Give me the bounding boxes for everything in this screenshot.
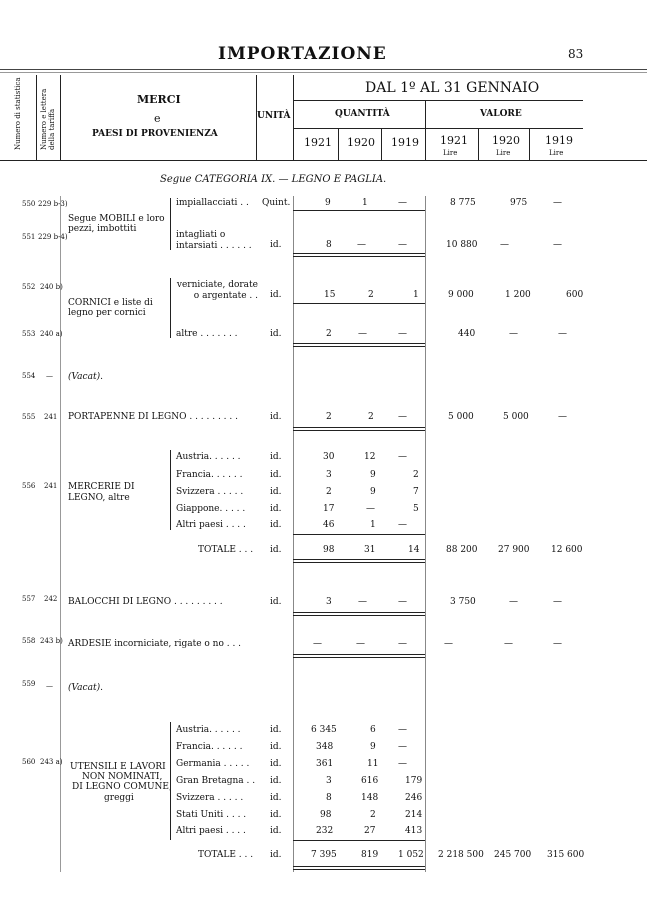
v-1921: 10 880 <box>446 240 478 250</box>
v-1920: 5 000 <box>503 412 529 422</box>
q-1920: — <box>356 639 365 649</box>
header-bottom-rule <box>0 160 647 161</box>
total-q-1920: 819 <box>361 850 379 860</box>
v-1920: 1 200 <box>505 290 531 300</box>
total-q-1919: 1 052 <box>398 850 424 860</box>
col-divider <box>36 75 37 160</box>
q-1920: 9 <box>370 742 376 752</box>
country-unit: id. <box>270 776 282 786</box>
row-rule-double <box>293 869 425 870</box>
col-period: DAL 1º AL 31 GENNAIO <box>365 80 540 96</box>
country-unit: id. <box>270 793 282 803</box>
mobili-label: Segue MOBILI e loro pezzi, imbottiti <box>68 214 165 234</box>
row-goods: BALOCCHI DI LEGNO . . . . . . . . . <box>68 597 223 607</box>
q-1919: 7 <box>413 487 419 497</box>
country-unit: id. <box>270 810 282 820</box>
v-1920: — <box>509 329 518 339</box>
q-1921: 6 345 <box>311 725 337 735</box>
v-1919: 600 <box>566 290 584 300</box>
total-q-1920: 31 <box>364 545 376 555</box>
q-1920: 2 <box>368 412 374 422</box>
total-q-1921: 7 395 <box>311 850 337 860</box>
q-1921: 3 <box>326 776 332 786</box>
q-1920: 1 <box>370 520 376 530</box>
q-1920: 616 <box>361 776 379 786</box>
total-v-1919: 12 600 <box>551 545 583 555</box>
q-1919: 214 <box>405 810 423 820</box>
q-1920: 2 <box>368 290 374 300</box>
q-1921: 98 <box>320 810 332 820</box>
utensili-label-4: greggi <box>104 793 134 803</box>
row-goods: PORTAPENNE DI LEGNO . . . . . . . . . <box>68 412 238 422</box>
col-divider <box>338 128 339 160</box>
country-name: Francia. . . . . . <box>176 470 243 480</box>
row-stat: 558 <box>22 637 36 645</box>
q-1921: 3 <box>326 597 332 607</box>
total-unit: id. <box>270 850 282 860</box>
subtotal-rule <box>293 840 425 841</box>
period-rule <box>293 100 583 101</box>
q-1920: 12 <box>364 452 376 462</box>
q-1919: 2 <box>413 470 419 480</box>
q-1921: 3 <box>326 470 332 480</box>
total-v-1921: 88 200 <box>446 545 478 555</box>
v-1920: — <box>500 240 509 250</box>
q-1921: 46 <box>323 520 335 530</box>
utensili-tariff: 243 a) <box>40 758 63 766</box>
row-stat: 553 <box>22 330 36 338</box>
q-1921: 8 <box>326 240 332 250</box>
q-1919: — <box>398 639 407 649</box>
row-rule-double <box>293 256 425 257</box>
row-tariff: 241 <box>44 413 58 421</box>
q-1921: 8 <box>326 793 332 803</box>
row-sub: altre . . . . . . . <box>176 329 238 339</box>
row-stat: 550 <box>22 200 36 208</box>
row-tariff: — <box>46 372 53 380</box>
q-1920: — <box>357 240 366 250</box>
country-name: Germania . . . . . <box>176 759 250 769</box>
utensili-stat: 560 <box>22 758 36 766</box>
q-1920: 148 <box>361 793 379 803</box>
v-1921: 3 750 <box>450 597 476 607</box>
col-divider <box>381 128 382 160</box>
utensili-label-3: DI LEGNO COMUNE, <box>72 782 172 792</box>
page-title: IMPORTAZIONE <box>218 44 387 64</box>
q-1921: 2 <box>326 329 332 339</box>
year-q-1921: 1921 <box>304 136 332 149</box>
lire-1920: Lire <box>496 149 511 157</box>
row-stat: 557 <box>22 595 36 603</box>
v-1921: 9 000 <box>448 290 474 300</box>
row-stat: 554 <box>22 372 36 380</box>
row-unit: id. <box>270 329 282 339</box>
year-q-1920: 1920 <box>347 136 375 149</box>
col-valore: VALORE <box>480 109 522 119</box>
q-1921: 348 <box>316 742 334 752</box>
col-num-stat: Numero di statistica <box>14 77 22 150</box>
v-1921: 5 000 <box>448 412 474 422</box>
row-stat: 555 <box>22 413 36 421</box>
country-name: Altri paesi . . . . <box>176 826 246 836</box>
q-1921: 232 <box>316 826 334 836</box>
row-rule <box>293 210 425 211</box>
v-1919: — <box>553 597 562 607</box>
q-1919: — <box>398 742 407 752</box>
mercerie-stat: 556 <box>22 482 36 490</box>
body-divider <box>60 196 61 872</box>
header-rule-2 <box>0 72 647 73</box>
v-1921: — <box>444 639 453 649</box>
q-1919: 246 <box>405 793 423 803</box>
country-unit: id. <box>270 742 282 752</box>
country-unit: id. <box>270 759 282 769</box>
country-name: Svizzera . . . . . <box>176 487 244 497</box>
mercerie-brace <box>170 450 171 530</box>
q-1921: 15 <box>324 290 336 300</box>
q-1920: 11 <box>367 759 379 769</box>
row-stat: 559 <box>22 680 36 688</box>
row-sub: verniciate, dorate o argentate . . <box>176 280 258 301</box>
utensili-brace <box>170 722 171 840</box>
country-name: Altri paesi . . . . <box>176 520 246 530</box>
section-title: Segue CATEGORIA IX. — LEGNO E PAGLIA. <box>160 174 387 185</box>
row-rule-double <box>293 657 425 658</box>
lire-1921: Lire <box>443 149 458 157</box>
row-tariff: — <box>46 682 53 690</box>
country-unit: id. <box>270 452 282 462</box>
q-1921: 9 <box>325 198 331 208</box>
q-1919: — <box>398 520 407 530</box>
q-1921: — <box>313 639 322 649</box>
row-goods: ARDESIE incorniciate, rigate o no . . . <box>68 639 242 649</box>
utensili-label-2: NON NOMINATI, <box>82 772 163 782</box>
mercerie-tariff: 241 <box>44 482 58 490</box>
year-v-1920: 1920 <box>492 134 520 147</box>
col-paesi: PAESI DI PROVENIENZA <box>92 129 218 139</box>
q-1921: 30 <box>323 452 335 462</box>
v-1919: — <box>553 240 562 250</box>
v-1920: — <box>509 597 518 607</box>
q-1919: — <box>398 452 407 462</box>
row-stat: 551 <box>22 233 36 241</box>
v-1919: — <box>558 412 567 422</box>
row-goods: (Vacat). <box>68 683 103 693</box>
col-divider <box>293 75 294 160</box>
row-rule-double <box>293 253 425 254</box>
q-1920: — <box>358 597 367 607</box>
row-rule <box>293 303 425 304</box>
year-v-1919: 1919 <box>545 134 573 147</box>
q-1921: 361 <box>316 759 334 769</box>
utensili-label-1: UTENSILI E LAVORI <box>70 762 166 772</box>
q-1920: — <box>358 329 367 339</box>
country-unit: id. <box>270 725 282 735</box>
q-1920: 27 <box>364 826 376 836</box>
row-unit: id. <box>270 240 282 250</box>
country-name: Austria. . . . . . <box>176 452 241 462</box>
row-rule-double <box>293 612 425 613</box>
row-rule-double <box>293 343 425 344</box>
v-1921: 8 775 <box>450 198 476 208</box>
row-goods: (Vacat). <box>68 372 103 382</box>
total-q-1919: 14 <box>408 545 420 555</box>
row-sub: impiallacciati . . <box>176 198 249 208</box>
q-1920: 1 <box>362 198 368 208</box>
q-1919: — <box>398 412 407 422</box>
col-divider <box>529 128 530 160</box>
v-1921: 440 <box>458 329 476 339</box>
row-tariff: 242 <box>44 595 58 603</box>
row-unit: id. <box>270 412 282 422</box>
row-unit: Quint. <box>262 198 291 208</box>
row-unit: id. <box>270 290 282 300</box>
row-tariff: 243 b) <box>40 637 63 645</box>
mobili-brace <box>170 198 171 250</box>
q-1921: 2 <box>326 487 332 497</box>
row-rule-double <box>293 346 425 347</box>
country-unit: id. <box>270 470 282 480</box>
total-v-1920: 27 900 <box>498 545 530 555</box>
v-1920: 975 <box>510 198 528 208</box>
page-number: 83 <box>568 47 584 61</box>
col-divider <box>425 100 426 160</box>
row-rule-double <box>293 866 425 867</box>
q-1919: — <box>398 597 407 607</box>
lire-1919: Lire <box>549 149 564 157</box>
country-name: Francia. . . . . . <box>176 742 243 752</box>
country-unit: id. <box>270 487 282 497</box>
q-1920: — <box>366 504 375 514</box>
q-1920: 2 <box>370 810 376 820</box>
country-unit: id. <box>270 504 282 514</box>
col-unita: UNITÀ <box>257 111 291 121</box>
total-label: TOTALE . . . <box>198 545 254 555</box>
q-1919: 179 <box>405 776 423 786</box>
row-rule-double <box>293 654 425 655</box>
body-divider <box>425 196 426 872</box>
row-tariff: 240 a) <box>40 330 63 338</box>
row-tariff: 229 b-4) <box>38 233 68 241</box>
col-divider <box>478 128 479 160</box>
q-1919: 413 <box>405 826 423 836</box>
v-1919: — <box>558 329 567 339</box>
year-q-1919: 1919 <box>391 136 419 149</box>
row-rule-double <box>293 562 425 563</box>
row-rule-double <box>293 427 425 428</box>
q-1919: 1 <box>413 290 419 300</box>
country-unit: id. <box>270 826 282 836</box>
q-1919: — <box>398 725 407 735</box>
col-merci: MERCI <box>137 93 181 106</box>
v-1920: — <box>504 639 513 649</box>
row-sub: intagliati o intarsiati . . . . . . <box>176 230 252 251</box>
q-1921: 2 <box>326 412 332 422</box>
total-v-1920: 245 700 <box>494 850 532 860</box>
row-rule-double <box>293 430 425 431</box>
row-rule-double <box>293 559 425 560</box>
total-v-1921: 2 218 500 <box>438 850 484 860</box>
row-tariff: 229 b-3) <box>38 200 68 208</box>
cornici-label: CORNICI e liste di legno per cornici <box>68 298 153 318</box>
col-num-tariff: Numero e lettera della tariffa <box>40 88 56 150</box>
q-1919: — <box>398 329 407 339</box>
country-name: Stati Uniti . . . . <box>176 810 247 820</box>
country-name: Gran Bretagna . . <box>176 776 256 786</box>
country-unit: id. <box>270 520 282 530</box>
row-stat: 552 <box>22 283 36 291</box>
col-divider <box>60 75 61 160</box>
q-1919: — <box>398 759 407 769</box>
q-1919: — <box>398 198 407 208</box>
row-rule-double <box>293 615 425 616</box>
q-1920: 9 <box>370 470 376 480</box>
col-quantita: QUANTITÀ <box>335 109 390 119</box>
subhead-rule <box>293 128 583 129</box>
country-name: Svizzera . . . . . <box>176 793 244 803</box>
country-name: Giappone. . . . . <box>176 504 246 514</box>
total-q-1921: 98 <box>323 545 335 555</box>
total-unit: id. <box>270 545 282 555</box>
q-1919: 5 <box>413 504 419 514</box>
total-label: TOTALE . . . <box>198 850 254 860</box>
q-1921: 17 <box>323 504 335 514</box>
col-e: e <box>154 112 161 125</box>
row-tariff: 240 b) <box>40 283 63 291</box>
v-1919: — <box>553 198 562 208</box>
q-1920: 6 <box>370 725 376 735</box>
row-unit: id. <box>270 597 282 607</box>
v-1919: — <box>553 639 562 649</box>
year-v-1921: 1921 <box>440 134 468 147</box>
mercerie-label: MERCERIE DI LEGNO, altre <box>68 482 135 503</box>
subtotal-rule <box>293 534 425 535</box>
country-name: Austria. . . . . . <box>176 725 241 735</box>
q-1920: 9 <box>370 487 376 497</box>
total-v-1919: 315 600 <box>547 850 585 860</box>
header-rule <box>0 69 647 70</box>
q-1919: — <box>398 240 407 250</box>
